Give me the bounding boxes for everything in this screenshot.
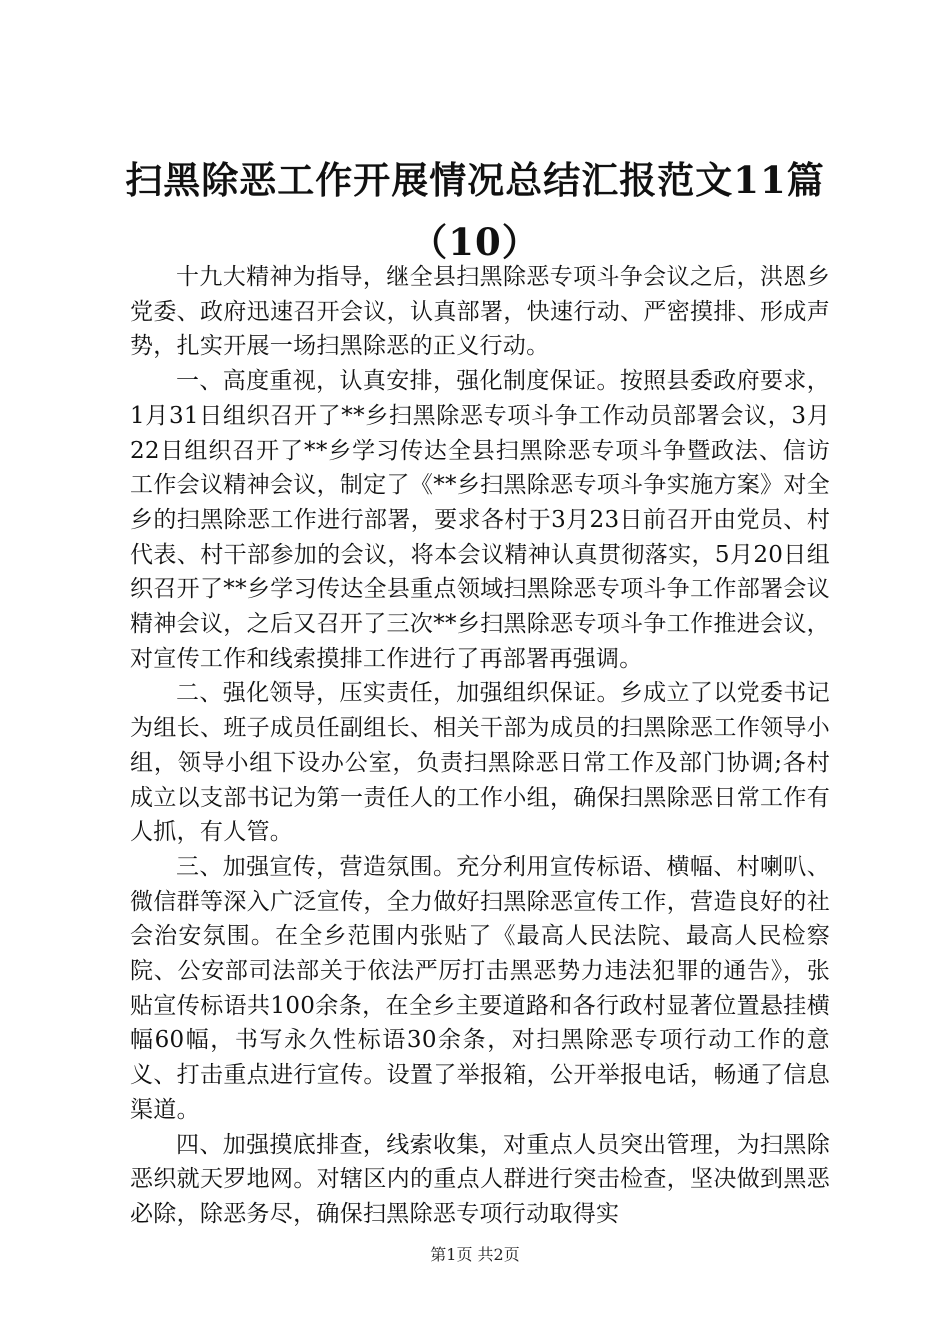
document-body [130, 260, 830, 1232]
document-title: 扫黑除恶工作开展情况总结汇报范文11篇 [125, 158, 825, 202]
paragraph-section-2: 二、强化领导，压实责任，加强组织保证。乡成立了以党委书记为组长、班子成员任副组长、相关干部为成员的扫黑除恶工作领导小组，领导小组下设办公室，负责扫黑除恶日常工作及部门协调;各村成立以支部书记为第一责任人的工作小组，确保扫黑除恶日常工作有人抓，有人管。 [130, 680, 830, 846]
paragraph-section-4: 四、加强摸底排查，线索收集，对重点人员突出管理，为扫黑除恶织就天罗地网。对辖区内的重点人群进行突击检查，坚决做到黑恶必除，除恶务尽，确保扫黑除恶专项行动取得实 [130, 1131, 830, 1227]
page-number-footer: 第1页 共2页 [430, 1245, 520, 1264]
paragraph-section-3: 三、加强宣传，营造氛围。充分利用宣传标语、横幅、村喇叭、微信群等深入广泛宣传，全力做好扫黑除恶宣传工作，营造良好的社会治安氛围。在全乡范围内张贴了《最高人民法院、最高人民检察院、公安部司法部关于依法严厉打击黑恶势力违法犯罪的通告》，张贴宣传标语共100余条，在全乡主要道路和各行政村显著位置悬挂横幅60幅，书写永久性标语30余条，对扫黑除恶专项行动工作的意义、打击重点进行宣传。设置了举报箱，公开举报电话，畅通了信息渠道。 [130, 853, 830, 1123]
paragraph-section-1: 一、高度重视，认真安排，强化制度保证。按照县委政府要求，1月31日组织召开了**乡扫黑除恶专项斗争工作动员部署会议，3月22日组织召开了**乡学习传达全县扫黑除恶专项斗争暨政法、信访工作会议精神会议，制定了《**乡扫黑除恶专项斗争实施方案》对全乡的扫黑除恶工作进行部署，要求各村于3月23日前召开由党员、村代表、村干部参加的会议，将本会议精神认真贯彻落实，5月20日组织召开了**乡学习传达全县重点领域扫黑除恶专项斗争工作部署会议精神会议，之后又召开了三次**乡扫黑除恶专项斗争工作推进会议，对宣传工作和线索摸排工作进行了再部署再强调。 [130, 368, 830, 672]
document-title-continued: （10） [410, 220, 540, 264]
paragraph-intro: 十九大精神为指导，继全县扫黑除恶专项斗争会议之后，洪恩乡党委、政府迅速召开会议，认真部署，快速行动、严密摸排、形成声势，扎实开展一场扫黑除恶的正义行动。 [130, 264, 830, 360]
